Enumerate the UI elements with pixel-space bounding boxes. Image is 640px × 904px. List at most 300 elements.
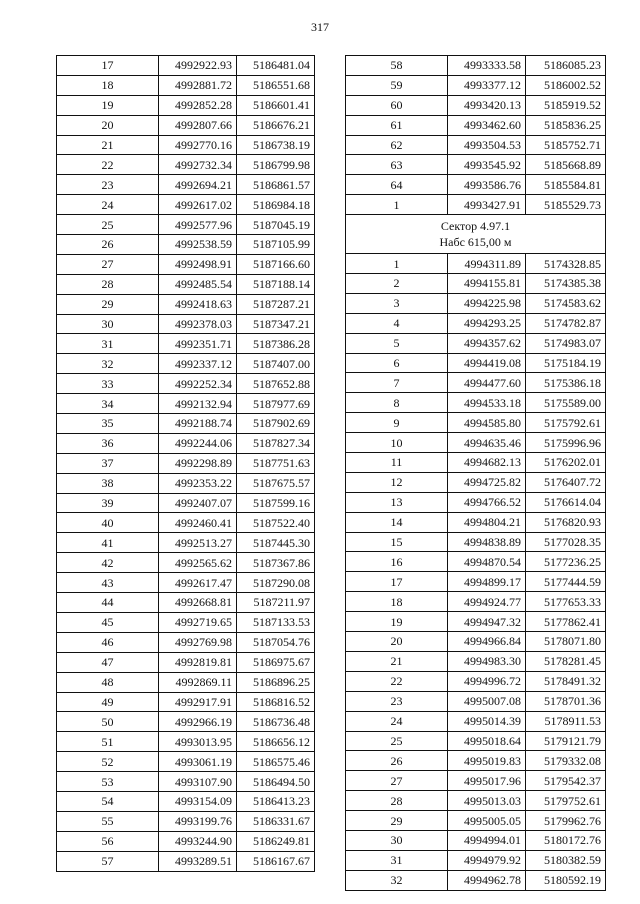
- coord-y: 5179752.61: [526, 791, 606, 811]
- coord-x: 4994311.89: [448, 254, 526, 274]
- point-number: 27: [346, 771, 448, 791]
- point-number: 19: [346, 612, 448, 632]
- point-number: 23: [346, 691, 448, 711]
- point-number: 44: [57, 593, 159, 613]
- coord-y: 5187290.08: [237, 573, 315, 593]
- coord-x: 4994924.77: [448, 592, 526, 612]
- coord-x: 4995005.05: [448, 811, 526, 831]
- coord-x: 4992188.74: [159, 414, 237, 434]
- table-row: [57, 274, 315, 294]
- coord-y: 5174385.38: [526, 274, 606, 294]
- coord-y: 5177653.33: [526, 592, 606, 612]
- point-number: 17: [346, 572, 448, 592]
- coord-x: 4994682.13: [448, 453, 526, 473]
- point-number: 1: [346, 195, 448, 215]
- table-row: [57, 692, 315, 712]
- point-number: 29: [346, 811, 448, 831]
- table-row: [346, 274, 606, 294]
- coord-y: 5185584.81: [526, 175, 606, 195]
- table-row: [57, 314, 315, 334]
- coord-x: 4995007.08: [448, 691, 526, 711]
- table-row: [57, 115, 315, 135]
- coord-x: 4995017.96: [448, 771, 526, 791]
- coord-x: 4993462.60: [448, 115, 526, 135]
- coord-y: 5185919.52: [526, 95, 606, 115]
- table-row: [57, 732, 315, 752]
- coord-y: 5178911.53: [526, 711, 606, 731]
- point-number: 55: [57, 811, 159, 831]
- coord-y: 5186331.67: [237, 811, 315, 831]
- coord-y: 5178701.36: [526, 691, 606, 711]
- table-row: [346, 393, 606, 413]
- coord-y: 5186861.57: [237, 175, 315, 195]
- coord-x: 4992617.47: [159, 573, 237, 593]
- point-number: 23: [57, 175, 159, 195]
- coord-y: 5187211.97: [237, 593, 315, 613]
- point-number: 9: [346, 413, 448, 433]
- coord-x: 4993377.12: [448, 75, 526, 95]
- table-row: [57, 334, 315, 354]
- point-number: 28: [346, 791, 448, 811]
- coord-y: 5186656.12: [237, 732, 315, 752]
- coord-y: 5187367.86: [237, 553, 315, 573]
- table-row: [57, 772, 315, 792]
- table-row: [346, 612, 606, 632]
- table-row: [346, 850, 606, 870]
- table-row: [346, 572, 606, 592]
- coord-y: 5187751.63: [237, 453, 315, 473]
- coord-y: 5187675.57: [237, 473, 315, 493]
- coord-y: 5186002.52: [526, 75, 606, 95]
- table-row: [346, 711, 606, 731]
- table-row: [346, 373, 606, 393]
- table-row: [57, 533, 315, 553]
- sector-cell: [346, 215, 606, 254]
- point-number: 58: [346, 56, 448, 76]
- table-row: [346, 532, 606, 552]
- table-row: [57, 493, 315, 513]
- table-row: [346, 433, 606, 453]
- table-row: [346, 333, 606, 353]
- table-row: [346, 651, 606, 671]
- table-row: [57, 573, 315, 593]
- coord-x: 4992770.16: [159, 135, 237, 155]
- table-row: [346, 552, 606, 572]
- coord-y: 5185752.71: [526, 135, 606, 155]
- coord-x: 4994838.89: [448, 532, 526, 552]
- table-row: [346, 95, 606, 115]
- coordinates-table-right-bottom: [346, 254, 606, 891]
- coord-x: 4992460.41: [159, 513, 237, 533]
- coord-y: 5180172.76: [526, 830, 606, 850]
- point-number: 41: [57, 533, 159, 553]
- table-row: [57, 473, 315, 493]
- point-number: 12: [346, 472, 448, 492]
- coord-x: 4994994.01: [448, 830, 526, 850]
- point-number: 30: [57, 314, 159, 334]
- coord-y: 5186601.41: [237, 95, 315, 115]
- table-row: [346, 811, 606, 831]
- coord-x: 4993244.90: [159, 831, 237, 851]
- coord-y: 5180382.59: [526, 850, 606, 870]
- coord-y: 5174583.62: [526, 293, 606, 313]
- table-row: [57, 254, 315, 274]
- point-number: 57: [57, 851, 159, 871]
- coord-x: 4992869.11: [159, 672, 237, 692]
- coord-x: 4992132.94: [159, 394, 237, 414]
- table-row: [346, 56, 606, 76]
- table-row: [346, 254, 606, 274]
- coord-y: 5174983.07: [526, 333, 606, 353]
- coord-x: 4994533.18: [448, 393, 526, 413]
- table-row: [346, 175, 606, 195]
- table-row: [346, 731, 606, 751]
- table-row: [57, 374, 315, 394]
- point-number: 37: [57, 453, 159, 473]
- table-row: [57, 791, 315, 811]
- coord-x: 4992378.03: [159, 314, 237, 334]
- coord-x: 4994635.46: [448, 433, 526, 453]
- coord-x: 4992807.66: [159, 115, 237, 135]
- table-row: [346, 135, 606, 155]
- point-number: 10: [346, 433, 448, 453]
- coord-x: 4994766.52: [448, 492, 526, 512]
- sector-row: [346, 215, 606, 254]
- coord-x: 4995019.83: [448, 751, 526, 771]
- coord-x: 4994979.92: [448, 850, 526, 870]
- point-number: 17: [57, 56, 159, 76]
- point-number: 7: [346, 373, 448, 393]
- coordinates-table-right: [345, 55, 606, 891]
- table-row: [346, 472, 606, 492]
- point-number: 6: [346, 353, 448, 373]
- coord-x: 4994983.30: [448, 651, 526, 671]
- point-number: 32: [57, 354, 159, 374]
- point-number: 34: [57, 394, 159, 414]
- point-number: 64: [346, 175, 448, 195]
- coord-x: 4992565.62: [159, 553, 237, 573]
- point-number: 50: [57, 712, 159, 732]
- coord-y: 5175184.19: [526, 353, 606, 373]
- table-row: [57, 712, 315, 732]
- coord-x: 4994477.60: [448, 373, 526, 393]
- coord-x: 4993107.90: [159, 772, 237, 792]
- coord-x: 4993289.51: [159, 851, 237, 871]
- table-row: [57, 652, 315, 672]
- coord-y: 5187133.53: [237, 612, 315, 632]
- coord-y: 5185836.25: [526, 115, 606, 135]
- table-row: [346, 453, 606, 473]
- coord-y: 5177236.25: [526, 552, 606, 572]
- coord-x: 4994155.81: [448, 274, 526, 294]
- coord-y: 5187188.14: [237, 274, 315, 294]
- coord-y: 5187599.16: [237, 493, 315, 513]
- point-number: 52: [57, 752, 159, 772]
- coord-y: 5175589.00: [526, 393, 606, 413]
- point-number: 21: [346, 651, 448, 671]
- point-number: 43: [57, 573, 159, 593]
- coord-y: 5185529.73: [526, 195, 606, 215]
- point-number: 59: [346, 75, 448, 95]
- table-row: [346, 830, 606, 850]
- point-number: 45: [57, 612, 159, 632]
- coord-x: 4994585.80: [448, 413, 526, 433]
- table-row: [57, 811, 315, 831]
- table-row: [57, 354, 315, 374]
- point-number: 51: [57, 732, 159, 752]
- coord-x: 4992881.72: [159, 75, 237, 95]
- coord-y: 5186975.67: [237, 652, 315, 672]
- point-number: 35: [57, 414, 159, 434]
- table-row: [346, 592, 606, 612]
- coord-y: 5187105.99: [237, 235, 315, 255]
- coord-y: 5186167.67: [237, 851, 315, 871]
- point-number: 26: [346, 751, 448, 771]
- coord-y: 5179542.37: [526, 771, 606, 791]
- coord-x: 4992719.65: [159, 612, 237, 632]
- coord-x: 4994357.62: [448, 333, 526, 353]
- coord-y: 5178071.80: [526, 632, 606, 652]
- coord-y: 5178491.32: [526, 671, 606, 691]
- point-number: 48: [57, 672, 159, 692]
- point-number: 42: [57, 553, 159, 573]
- point-number: 2: [346, 274, 448, 294]
- coord-y: 5176614.04: [526, 492, 606, 512]
- coord-y: 5187347.21: [237, 314, 315, 334]
- coord-x: 4992922.93: [159, 56, 237, 76]
- table-row: [346, 671, 606, 691]
- coord-y: 5186738.19: [237, 135, 315, 155]
- coord-x: 4992917.91: [159, 692, 237, 712]
- page-number: 317: [311, 20, 329, 34]
- table-row: [57, 831, 315, 851]
- coord-y: 5177862.41: [526, 612, 606, 632]
- point-number: 54: [57, 791, 159, 811]
- coord-y: 5187287.21: [237, 294, 315, 314]
- coord-x: 4993427.91: [448, 195, 526, 215]
- point-number: 14: [346, 512, 448, 532]
- table-row: [57, 215, 315, 235]
- coord-x: 4992617.02: [159, 195, 237, 215]
- coord-x: 4993420.13: [448, 95, 526, 115]
- point-number: 47: [57, 652, 159, 672]
- sector-header: [346, 215, 606, 254]
- point-number: 3: [346, 293, 448, 313]
- table-row: [57, 672, 315, 692]
- coord-y: 5186085.23: [526, 56, 606, 76]
- coord-x: 4995014.39: [448, 711, 526, 731]
- coord-y: 5186551.68: [237, 75, 315, 95]
- coord-y: 5186896.25: [237, 672, 315, 692]
- table-row: [57, 612, 315, 632]
- coordinates-table-left-body: [57, 56, 315, 872]
- point-number: 56: [57, 831, 159, 851]
- coord-x: 4992298.89: [159, 453, 237, 473]
- coord-x: 4994947.32: [448, 612, 526, 632]
- table-row: [57, 851, 315, 871]
- point-number: 60: [346, 95, 448, 115]
- coord-y: 5174782.87: [526, 313, 606, 333]
- coord-x: 4992353.22: [159, 473, 237, 493]
- coord-y: 5187166.60: [237, 254, 315, 274]
- coord-x: 4992769.98: [159, 632, 237, 652]
- coord-y: 5175996.96: [526, 433, 606, 453]
- coord-y: 5175386.18: [526, 373, 606, 393]
- coord-x: 4994225.98: [448, 293, 526, 313]
- coord-y: 5176820.93: [526, 512, 606, 532]
- table-row: [346, 313, 606, 333]
- point-number: 63: [346, 155, 448, 175]
- point-number: 38: [57, 473, 159, 493]
- point-number: 5: [346, 333, 448, 353]
- point-number: 29: [57, 294, 159, 314]
- coord-x: 4992668.81: [159, 593, 237, 613]
- coord-x: 4992966.19: [159, 712, 237, 732]
- coord-x: 4995013.03: [448, 791, 526, 811]
- table-row: [346, 195, 606, 215]
- point-number: 26: [57, 235, 159, 255]
- table-row: [346, 870, 606, 890]
- coord-x: 4992252.34: [159, 374, 237, 394]
- point-number: 31: [57, 334, 159, 354]
- coord-x: 4992577.96: [159, 215, 237, 235]
- coord-x: 4994725.82: [448, 472, 526, 492]
- coord-x: 4993061.19: [159, 752, 237, 772]
- coord-x: 4995018.64: [448, 731, 526, 751]
- point-number: 36: [57, 433, 159, 453]
- coord-y: 5175792.61: [526, 413, 606, 433]
- table-row: [57, 394, 315, 414]
- point-number: 20: [57, 115, 159, 135]
- coord-y: 5185668.89: [526, 155, 606, 175]
- coord-y: 5179121.79: [526, 731, 606, 751]
- coord-y: 5176202.01: [526, 453, 606, 473]
- coord-y: 5186736.48: [237, 712, 315, 732]
- coord-y: 5186481.04: [237, 56, 315, 76]
- coord-x: 4992418.63: [159, 294, 237, 314]
- point-number: 1: [346, 254, 448, 274]
- table-row: [57, 195, 315, 215]
- point-number: 15: [346, 532, 448, 552]
- coord-y: 5186799.98: [237, 155, 315, 175]
- table-row: [57, 453, 315, 473]
- coord-y: 5178281.45: [526, 651, 606, 671]
- table-row: [57, 593, 315, 613]
- table-row: [57, 414, 315, 434]
- coord-x: 4993154.09: [159, 791, 237, 811]
- coord-x: 4992819.81: [159, 652, 237, 672]
- point-number: 53: [57, 772, 159, 792]
- point-number: 20: [346, 632, 448, 652]
- coord-y: 5186575.46: [237, 752, 315, 772]
- point-number: 49: [57, 692, 159, 712]
- point-number: 39: [57, 493, 159, 513]
- coord-y: 5187445.30: [237, 533, 315, 553]
- coordinates-table-left: [56, 55, 315, 872]
- table-row: [346, 353, 606, 373]
- point-number: 24: [57, 195, 159, 215]
- table-row: [346, 512, 606, 532]
- point-number: 13: [346, 492, 448, 512]
- coord-x: 4993013.95: [159, 732, 237, 752]
- coord-x: 4994899.17: [448, 572, 526, 592]
- point-number: 22: [346, 671, 448, 691]
- coord-x: 4994996.72: [448, 671, 526, 691]
- sector-height: Набс 615,00 м: [439, 235, 512, 250]
- coord-x: 4994870.54: [448, 552, 526, 572]
- coord-x: 4994966.84: [448, 632, 526, 652]
- coord-x: 4992513.27: [159, 533, 237, 553]
- table-row: [346, 492, 606, 512]
- coord-x: 4992351.71: [159, 334, 237, 354]
- table-row: [346, 293, 606, 313]
- coord-y: 5186249.81: [237, 831, 315, 851]
- coord-y: 5186676.21: [237, 115, 315, 135]
- coord-x: 4994293.25: [448, 313, 526, 333]
- sector-name: Сектор 4.97.1: [440, 219, 511, 234]
- point-number: 22: [57, 155, 159, 175]
- coord-x: 4992337.12: [159, 354, 237, 374]
- table-row: [57, 433, 315, 453]
- coord-x: 4993545.92: [448, 155, 526, 175]
- coord-y: 5186984.18: [237, 195, 315, 215]
- coord-x: 4992498.91: [159, 254, 237, 274]
- point-number: 18: [346, 592, 448, 612]
- point-number: 27: [57, 254, 159, 274]
- point-number: 11: [346, 453, 448, 473]
- coord-x: 4992852.28: [159, 95, 237, 115]
- point-number: 46: [57, 632, 159, 652]
- table-row: [346, 413, 606, 433]
- table-row: [57, 513, 315, 533]
- table-row: [346, 771, 606, 791]
- table-row: [57, 155, 315, 175]
- point-number: 33: [57, 374, 159, 394]
- coord-y: 5186816.52: [237, 692, 315, 712]
- coord-y: 5176407.72: [526, 472, 606, 492]
- coordinates-table-right-top: [346, 56, 606, 215]
- coord-x: 4992538.59: [159, 235, 237, 255]
- coord-y: 5180592.19: [526, 870, 606, 890]
- table-row: [57, 175, 315, 195]
- point-number: 62: [346, 135, 448, 155]
- table-row: [346, 115, 606, 135]
- table-row: [57, 95, 315, 115]
- coord-x: 4992485.54: [159, 274, 237, 294]
- coord-x: 4992732.34: [159, 155, 237, 175]
- table-row: [57, 235, 315, 255]
- table-row: [346, 791, 606, 811]
- coord-x: 4992407.07: [159, 493, 237, 513]
- point-number: 28: [57, 274, 159, 294]
- table-row: [57, 135, 315, 155]
- coord-y: 5187522.40: [237, 513, 315, 533]
- coord-y: 5186413.23: [237, 791, 315, 811]
- point-number: 21: [57, 135, 159, 155]
- coord-y: 5186494.50: [237, 772, 315, 792]
- coord-y: 5177444.59: [526, 572, 606, 592]
- table-row: [57, 56, 315, 76]
- point-number: 40: [57, 513, 159, 533]
- point-number: 24: [346, 711, 448, 731]
- table-row: [57, 752, 315, 772]
- point-number: 18: [57, 75, 159, 95]
- coord-y: 5187902.69: [237, 414, 315, 434]
- table-row: [346, 632, 606, 652]
- coord-y: 5187054.76: [237, 632, 315, 652]
- point-number: 8: [346, 393, 448, 413]
- coord-y: 5179332.08: [526, 751, 606, 771]
